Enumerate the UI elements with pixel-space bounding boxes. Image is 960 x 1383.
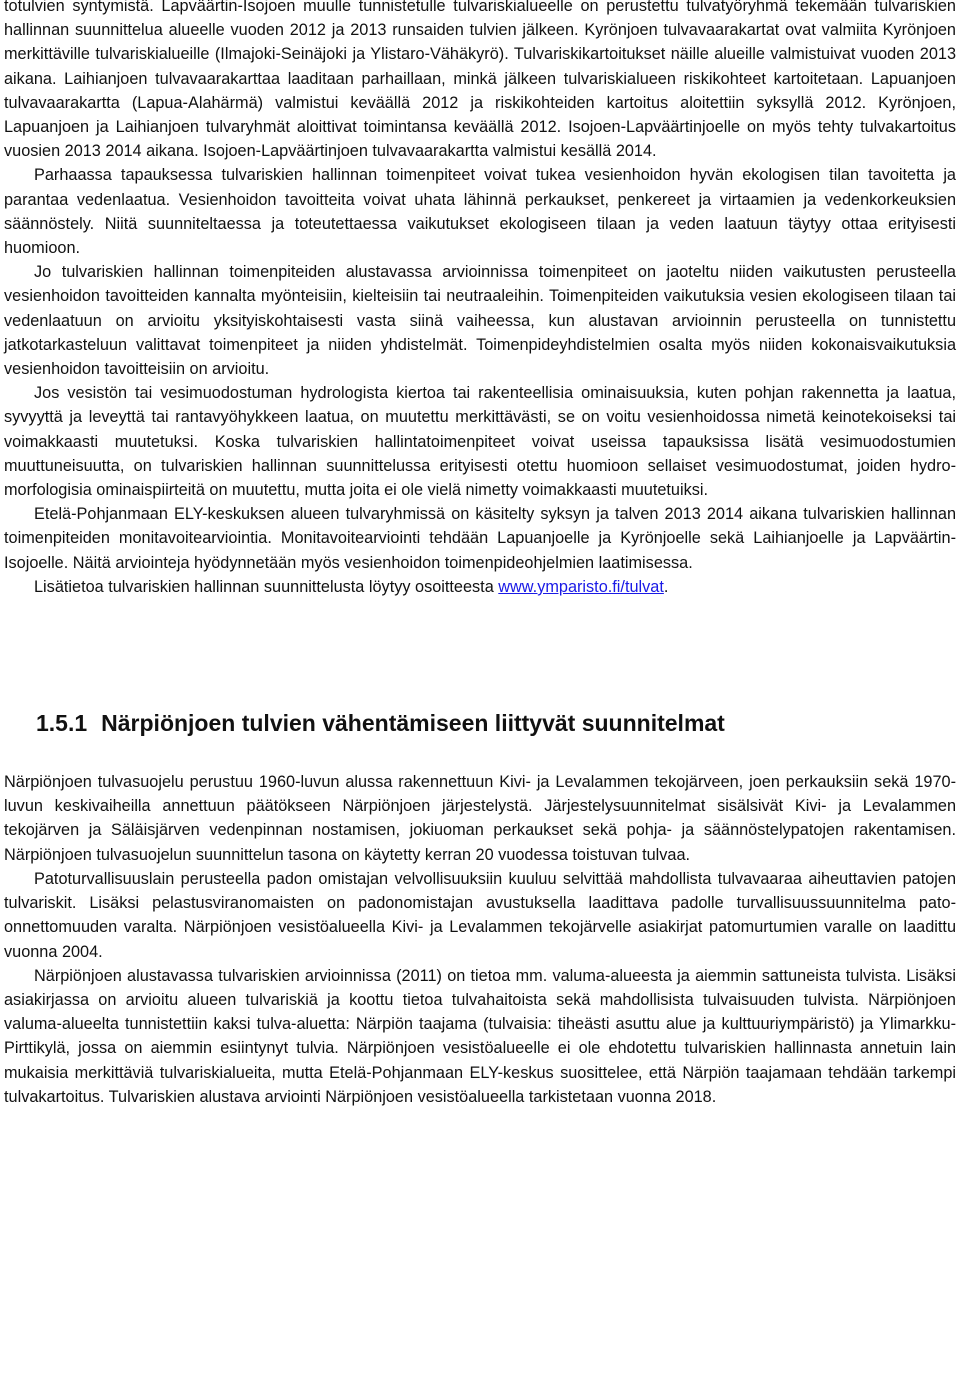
body-paragraph: Närpiönjoen tulvasuojelu perustuu 1960-luvun alussa rakennettuun Kivi- ja Levalammen tekojärveen, joen perkauksiin sekä 1970-luvun keskivaiheilla annettuun päätökseen Närpiönjoen järjestelystä. Järjestelysuunnitelmat sisälsivät Kivi- ja Levalammen tekojärven ja Säläisjärven vedenpinnan nostamisen, jokiuoman perkaukset sekä pohja- ja säännöstelypatojen rakentamisen. Närpiönjoen tulvasuojelun suunnittelun tasona on käytetty kerran 20 vuodessa toistuvan tulvaa. [4,773,956,864]
paragraph-end: . [663,577,669,596]
body-paragraph: Närpiönjoen alustavassa tulvariskien arvioinnissa (2011) on tietoa mm. valuma-alueesta ja aiemmin sattuneista tulvista. Lisäksi asiakirjassa on arvioitu alueen tulvariskiä ja koottu tietoa tulvahaitoista sekä mahdollisista tulvaisuuden tulvista. Närpiönjoen valuma-alueelta tunnistettiin kaksi tulva-aluetta: Närpiön taajama (tulvaisia: tiheästi asuttu alue ja kulttuuriympäristö) ja Ylimarkku-Pirttikylä, jossa on aiemmin esiintynyt tulvia. Närpiönjoen vesistöalueelle ei ole ehdotettu tulvariskien hallinnasta annetuin lain mukaisia merkittäviä tulvariskialueita, mutta Etelä-Pohjanmaan ELY-keskus suosittelee, että Närpiön taajamaan tehdään tarkempi tulvakartoitus. Tulvariskien alustava arviointi Närpiönjoen vesistöalueella tarkistetaan vuonna 2018. [4,966,956,1106]
body-paragraph: Parhaassa tapauksessa tulvariskien hallinnan toimenpiteet voivat tukea vesienhoidon hyvän ekologisen tilan tavoitetta ja parantaa vedenlaatua. Vesienhoidon tavoitteita voivat uhata lähinnä perkaukset, penkereet ja virtaamien ja vedenkorkeuksien säännöstely. Niitä suunniteltaessa ja toteutettaessa vaikutukset ekologiseen tilaan ja veden laatuun täytyy ottaa erityisesti huomioon. [4,166,956,258]
body-paragraph: Jo tulvariskien hallinnan toimenpiteiden alustavassa arvioinnissa toimenpiteet on jaoteltu niiden vaikutusten perusteella vesienhoidon tavoitteiden kannalta myönteisiin, kielteisiin tai neutraaleihin. Toimenpiteiden vaikutuksia vesien ekologiseen tilaan tai vedenlaatuun on arvioitu yksityiskohtaisesti vasta siinä vaiheessa, kun alustavan arvioinnin perusteella on tunnistettu jatkotarkasteluun valittavat toimenpiteet ja niiden yhdistelmät. Toimenpideyhdistelmien osalta myös niiden kokonaisvaikutuksia vesienhoidon tavoitteisiin on arvioitu. [4,263,956,379]
section-body [4,770,956,1109]
section-heading [4,708,956,738]
document-page [4,0,956,1109]
body-paragraph: Jos vesistön tai vesimuodostuman hydrologista kiertoa tai rakenteellisia ominaisuuksia, kuten pohjan rakennetta ja laatua, syvyyttä ja leveyttä tai rantavyöhykkeen laatua, on muutettu merkittävästi, se on voitu vesienhoidossa nimetä keinotekoiseksi tai voimakkaasti muutetuksi. Koska tulvariskien hallintatoimenpiteet voivat useissa tapauksissa lisätä vesimuodostumien muuttuneisuutta, on tulvariskien hallinnan suunnittelussa erityisesti otettu huomioon sellaiset vesimuodostumat, joiden hydro-morfologisia ominaispiirteitä on muutettu, mutta joita ei ole vielä nimetty voimakkaasti muutetuiksi. [4,384,956,500]
section-title: Närpiönjoen tulvien vähentämiseen liittyvät suunnitelmat [101,710,725,737]
body-paragraph-with-link [4,575,956,599]
paragraph-text: Lisätietoa tulvariskien hallinnan suunnittelusta löytyy osoitteesta [34,577,499,596]
body-paragraph: totulvien syntymistä. Lapväärtin-Isojoen muulle tunnistetulle tulvariskialueelle on perustettu tulvatyöryhmä tekemään tulvariskien hallinnan suunnittelua alueelle vuoden 2012 ja 2013 runsaiden tulvien jälkeen. Kyrönjoen tulvavaarakartat ovat valmiita Kyrönjoen merkittäville tulvariskialueille (Ilmajoki-Seinäjoki ja Ylistaro-Vähäkyrö). Tulvariskikartoitukset näille alueille valmistuivat vuoden 2013 aikana. Laihianjoen tulvavaarakarttaa laaditaan parhaillaan, minkä jälkeen tulvariskialueen riskikohteet kartoitetaan. Lapuanjoen tulvavaarakartta (Lapua-Alahärmä) valmistui keväällä 2012 ja riskikohteiden kartoitus aloitettiin syksyllä 2012. Kyrönjoen, Lapuanjoen ja Laihianjoen tulvaryhmät aloittivat toimintansa keväällä 2012. Isojoen-Lapväärtinjoelle on myös tehty tulvakartoitus vuosien 2013 2014 aikana. Isojoen-Lapväärtinjoen tulvavaarakartta valmistui kesällä 2014. [4,0,956,161]
body-paragraph: Etelä-Pohjanmaan ELY-keskuksen alueen tulvaryhmissä on käsitelty syksyn ja talven 2013 2014 aikana tulvariskien hallinnan toimenpiteiden monitavoitearviointia. Monitavoitearviointi tehdään Lapuanjoelle ja Kyrönjoelle sekä Laihianjoelle ja Lapväärtin-Isojoelle. Näitä arviointeja hyödynnetään myös vesienhoidon toimenpideohjelmien laatimisessa. [4,505,956,572]
body-paragraph: Patoturvallisuuslain perusteella padon omistajan velvollisuuksiin kuuluu selvittää mahdollista tulvavaaraa aiheuttavien patojen tulvariskit. Lisäksi pelastusviranomaisten on padonomistajan avustuksella laadittava padolle turvallisuussuunnitelma pato-onnettomuuden varalta. Närpiönjoen vesistöalueella Kivi- ja Levalammen tekojärvelle asiakirjat patomurtumien varalle on laadittu vuonna 2004. [4,869,956,961]
section-number: 1.5.1 [36,710,88,737]
ymparisto-tulvat-link[interactable]: www.ymparisto.fi/tulvat [498,577,664,596]
